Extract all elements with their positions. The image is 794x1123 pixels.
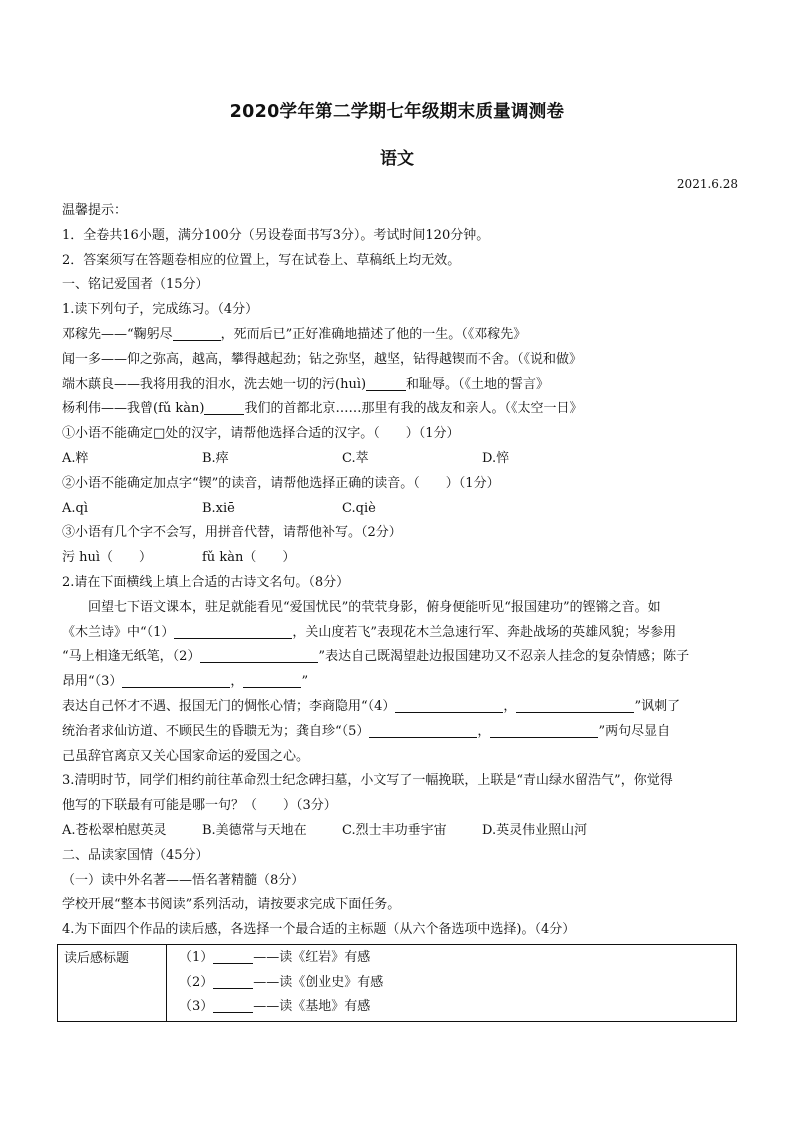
table-row xyxy=(179,995,724,1020)
q2-text: 统治者求仙访道、不顾民生的昏聩无为；龚自珍“（5） xyxy=(62,723,370,739)
q2-paragraph-line-4 xyxy=(62,670,738,695)
answer-blank[interactable] xyxy=(122,672,230,688)
q1-sentence-4 xyxy=(62,397,738,422)
option-c[interactable]: C.烈士丰功垂宇宙 xyxy=(342,822,447,838)
reading-title-table xyxy=(57,944,737,1022)
option-b[interactable]: B.美德常与天地在 xyxy=(202,822,307,838)
q1-sub-1: ①小语不能确定□处的汉字，请帮他选择合适的汉字。（ ）（1分） xyxy=(62,426,460,442)
answer-huì[interactable]: 污 huì（ ） xyxy=(62,550,153,566)
q2-text: ”表达自己既渴望赴边报国建功又不忍亲人挂念的复杂情感；陈子 xyxy=(318,649,690,665)
q2-paragraph-line-3 xyxy=(62,645,738,670)
row-number: （1） xyxy=(179,950,214,965)
answer-blank[interactable] xyxy=(200,647,318,663)
q1-sub-3: ③小语有几个字不会写，用拼音代替，请帮他补写。（2分） xyxy=(62,525,402,541)
option-b[interactable]: B.xiē xyxy=(202,500,235,516)
answer-blank[interactable] xyxy=(213,973,253,989)
q2-stem: 2.请在下面横线上填上合适的古诗文名句。（8分） xyxy=(62,574,350,590)
q1-s4-text-a: 杨利伟——我曾(fǔ kàn) xyxy=(62,401,205,417)
q2-text: ，关山度若飞”表现花木兰急速行军、奔赴战场的英雄风貌；岑参用 xyxy=(292,624,677,640)
q1-s4-text-b: 我们的首都北京……那里有我的战友和亲人。（《太空一日》 xyxy=(244,401,583,417)
answer-blank[interactable] xyxy=(490,722,598,738)
section-2-sub-heading: （一）读中外名著——悟名著精髓（8分） xyxy=(62,872,305,888)
row-number: （2） xyxy=(179,974,214,990)
q3-stem-2: 他写的下联最有可能是哪一句？（ ）（3分） xyxy=(62,798,337,814)
q1-sub-2: ②小语不能确定加点字“锲”的读音，请帮他选择正确的读音。（ ）（1分） xyxy=(62,475,500,491)
section-2-heading: 二、品读家国情（45分） xyxy=(62,847,209,863)
row-text: ——读《红岩》有感 xyxy=(253,950,371,965)
table-header: 读后感标题 xyxy=(58,945,167,1022)
q2-text: 表达自己怀才不遇、报国无门的惆怅心情；李商隐用“（4） xyxy=(62,698,396,714)
q2-paragraph-line-5 xyxy=(62,695,738,720)
q1-sentence-3 xyxy=(62,373,738,398)
q2-text: ” xyxy=(301,674,309,690)
option-b[interactable]: B.瘁 xyxy=(202,450,229,466)
q1-sentence-2: 闻一多——仰之弥高，越高，攀得越起劲；钻之弥坚，越坚，钻得越锲而不舍。（《说和做》 xyxy=(62,351,583,367)
option-d[interactable]: D.悴 xyxy=(482,450,510,466)
option-a[interactable]: A.苍松翠柏慰英灵 xyxy=(62,822,167,838)
q2-text: ， xyxy=(230,674,244,690)
exam-body xyxy=(62,199,738,943)
answer-fǔkàn[interactable]: fǔ kàn（ ） xyxy=(202,550,296,566)
q2-paragraph-line-6 xyxy=(62,720,738,745)
table-row xyxy=(179,946,724,971)
q2-paragraph-line-2 xyxy=(62,621,738,646)
q1-s3-text-b: 和耻辱。（《土地的誓言》 xyxy=(406,376,550,392)
section-2-intro: 学校开展“整本书阅读”系列活动，请按要求完成下面任务。 xyxy=(62,897,401,913)
q2-text: “马上相逢无纸笔，（2） xyxy=(62,649,201,665)
option-a[interactable]: A.qì xyxy=(62,500,88,516)
option-a[interactable]: A.粹 xyxy=(62,450,89,466)
option-c[interactable]: C.qiè xyxy=(342,500,376,516)
q2-paragraph-line-7: 己虽辞官离京又关心国家命运的爱国之心。 xyxy=(62,748,310,764)
section-1-heading: 一、铭记爱国者（15分） xyxy=(62,277,209,293)
tips-heading: 温馨提示： xyxy=(62,203,128,218)
q1-sentence-1 xyxy=(62,323,738,348)
row-text: ——读《基地》有感 xyxy=(253,999,371,1014)
answer-blank[interactable] xyxy=(173,325,221,341)
q2-text: 《木兰诗》中“（1） xyxy=(62,624,175,640)
exam-date: 2021.6.28 xyxy=(676,177,738,191)
q2-text: 昂用“（3） xyxy=(62,674,123,690)
answer-blank[interactable] xyxy=(204,399,244,415)
q1-sub-2-options xyxy=(62,497,738,522)
q1-sub-1-options xyxy=(62,447,738,472)
q1-sub-3-answers xyxy=(62,546,738,571)
table-content xyxy=(167,945,737,1022)
tip-1: 1．全卷共16小题，满分100分（另设卷面书写3分）。考试时间120分钟。 xyxy=(62,227,490,243)
answer-blank[interactable] xyxy=(213,948,253,964)
answer-blank[interactable] xyxy=(516,697,634,713)
answer-blank[interactable] xyxy=(395,697,503,713)
answer-blank[interactable] xyxy=(366,375,406,391)
q3-options xyxy=(62,819,738,844)
answer-blank[interactable] xyxy=(213,997,253,1013)
row-number: （3） xyxy=(179,999,214,1014)
q2-text: ”讽刺了 xyxy=(634,698,681,714)
option-d[interactable]: D.英灵伟业照山河 xyxy=(482,822,588,838)
exam-title: 2020学年第二学期七年级期末质量调测卷 xyxy=(229,102,565,122)
q3-stem-1: 3.清明时节，同学们相约前往革命烈士纪念碑扫墓，小文写了一幅挽联，上联是“青山绿水留浩气”，你觉得 xyxy=(62,773,673,789)
q2-text: ”两句尽显自 xyxy=(598,723,671,739)
tip-2: 2．答案须写在答题卷相应的位置上，写在试卷上、草稿纸上均无效。 xyxy=(62,252,461,268)
answer-blank[interactable] xyxy=(174,623,292,639)
answer-blank[interactable] xyxy=(369,722,477,738)
q1-stem: 1.读下列句子，完成练习。（4分） xyxy=(62,302,259,318)
answer-blank[interactable] xyxy=(243,672,301,688)
q2-paragraph-line-1: 回望七下语文课本，驻足就能看见“爱国忧民”的茕茕身影，俯身便能听见“报国建功”的铿锵之音。如 xyxy=(88,599,661,615)
table-row xyxy=(179,971,724,996)
q1-s1-text-b: ，死而后已”正好准确地描述了他的一生。（《邓稼先》 xyxy=(220,326,527,342)
q2-text: ， xyxy=(477,723,491,739)
q2-text: ， xyxy=(503,698,517,714)
option-c[interactable]: C.萃 xyxy=(342,450,369,466)
q1-s3-text-a: 端木蕻良——我将用我的泪水，洗去她一切的污(huì) xyxy=(62,376,367,392)
q4-stem: 4.为下面四个作品的读后感，各选择一个最合适的主标题（从六个备选项中选择)。（4分） xyxy=(62,922,576,938)
subject-title: 语文 xyxy=(380,149,414,169)
row-text: ——读《创业史》有感 xyxy=(253,974,384,990)
q1-s1-text-a: 邓稼先——“鞠躬尽 xyxy=(62,326,173,342)
